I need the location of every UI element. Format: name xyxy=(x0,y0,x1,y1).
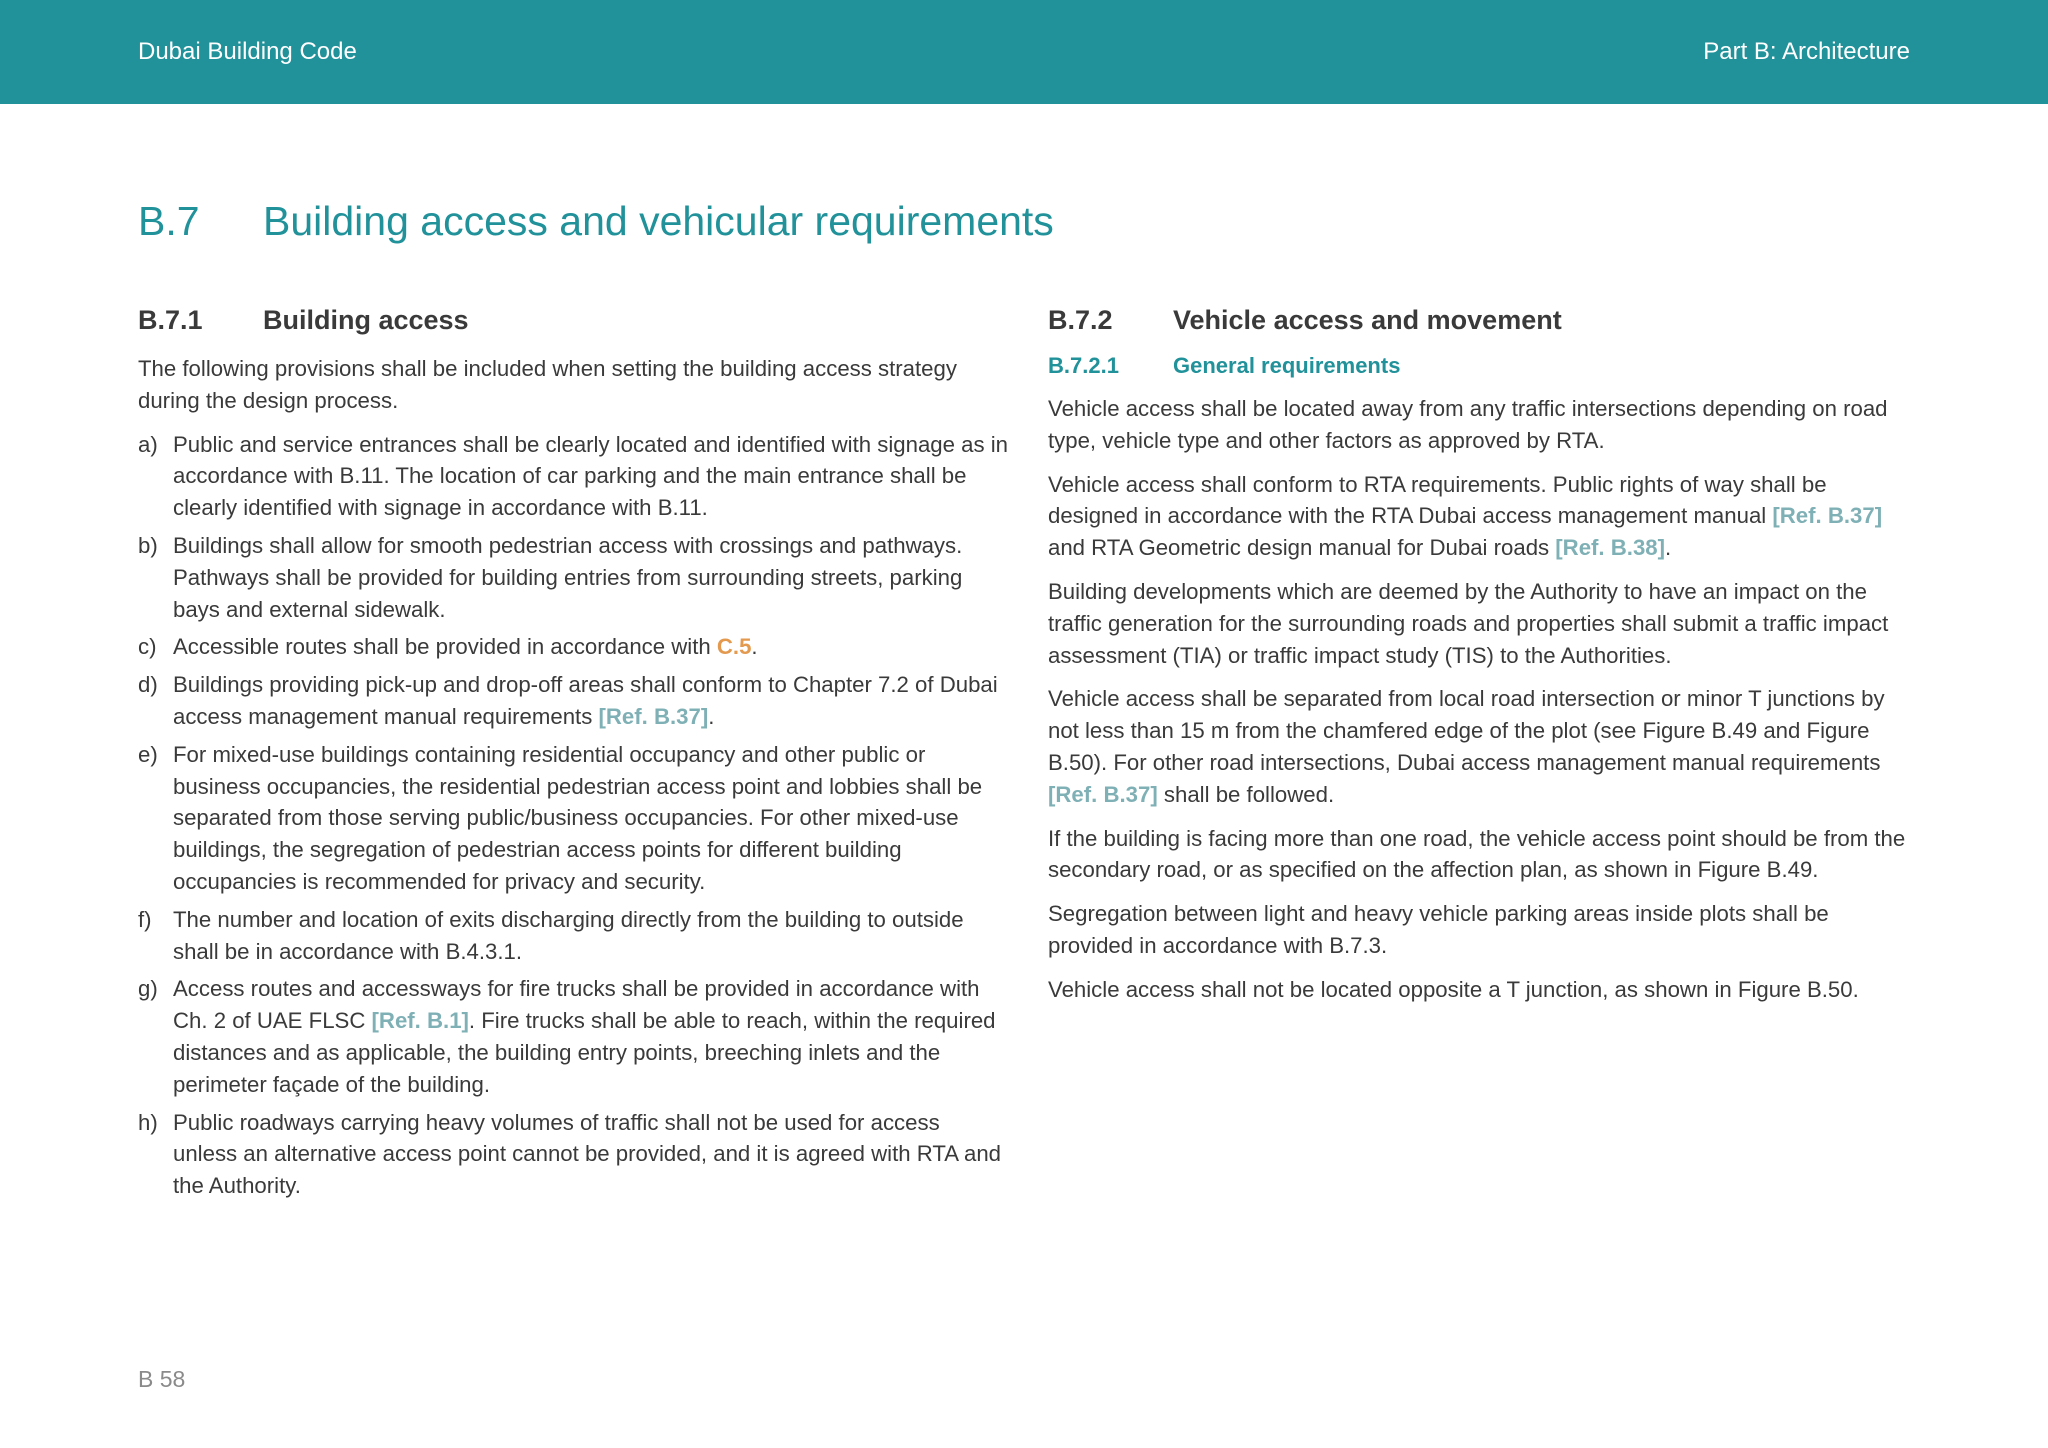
list-text: . xyxy=(708,703,715,729)
list-marker: b) xyxy=(138,532,158,558)
subsection-title: Building access xyxy=(263,305,469,335)
subsection-number: B.7.2 xyxy=(1048,305,1113,335)
paragraph: Vehicle access shall be located away from any traffic intersections depending on road type, vehicle type and other factors as approved by RTA. xyxy=(1048,396,1888,453)
page-header xyxy=(0,0,2048,104)
document-title: Dubai Building Code xyxy=(138,38,357,65)
list-marker: c) xyxy=(138,634,157,660)
paragraph-text: . xyxy=(1665,535,1672,561)
list-text: Access routes and accessways for fire trucks shall be provided in accordance with Ch. 2 of UAE FLSC xyxy=(173,976,980,1034)
paragraph-text: Vehicle access shall be separated from local road intersection or minor T junctions by not less than 15 m from the chamfered edge of the plot (see Figure B.49 and Figure B.50). For other road intersections, Dubai access management manual requirements xyxy=(1048,686,1885,775)
list-item xyxy=(138,1107,1008,1202)
list-text: Buildings providing pick-up and drop-off areas shall conform to Chapter 7.2 of Dubai access management manual requirements xyxy=(173,672,998,729)
list-item xyxy=(138,739,1008,898)
list-item xyxy=(138,904,1008,968)
section-title: Building access and vehicular requirements xyxy=(263,198,1054,244)
clause-title: General requirements xyxy=(1173,353,1401,378)
paragraph: Building developments which are deemed by the Authority to have an impact on the traffic generation for the surrounding roads and properties shall submit a traffic impact assessment (TIA) or traffic impact study (TIS) to the Authorities. xyxy=(1048,578,1889,668)
list-item xyxy=(138,429,1008,524)
subsection-heading xyxy=(1048,305,1918,341)
right-column xyxy=(1048,305,1918,1018)
section-number: B.7 xyxy=(138,198,200,244)
intro-paragraph: The following provisions shall be included when setting the building access strategy during the design process. xyxy=(138,356,957,413)
paragraph: Segregation between light and heavy vehicle parking areas inside plots shall be provided in accordance with B.7.3. xyxy=(1048,901,1829,958)
reference-link[interactable]: [Ref. B.38] xyxy=(1555,535,1666,561)
paragraph: Vehicle access shall not be located opposite a T junction, as shown in Figure B.50. xyxy=(1048,976,1859,1002)
list-marker: e) xyxy=(138,741,158,767)
provisions-list xyxy=(138,429,1008,1202)
paragraph-text: shall be followed. xyxy=(1157,781,1335,807)
list-text: Public and service entrances shall be clearly located and identified with signage as in accordance with B.11. The location of car parking and the main entrance shall be clearly identified with signage in accordance with B.11. xyxy=(173,431,1008,521)
section-heading xyxy=(138,198,1054,245)
list-text: For mixed-use buildings containing residential occupancy and other public or business occupancies, the residential pedestrian access point and lobbies shall be separated from those serving public/business occupancies. For other mixed-use buildings, the segregation of pedestrian access points for different building occupancies is recommended for privacy and security. xyxy=(173,741,983,894)
list-marker: d) xyxy=(138,672,158,698)
list-item xyxy=(138,669,1008,733)
subsection-title: Vehicle access and movement xyxy=(1173,305,1562,335)
subsection-heading xyxy=(138,305,1008,341)
paragraph-text: and RTA Geometric design manual for Dubai roads xyxy=(1048,535,1556,561)
clause-number: B.7.2.1 xyxy=(1048,353,1119,378)
list-item xyxy=(138,973,1008,1100)
list-marker: g) xyxy=(138,976,158,1002)
paragraph xyxy=(1048,683,1918,810)
page-number: B 58 xyxy=(138,1366,186,1392)
reference-link[interactable]: [Ref. B.37] xyxy=(1048,781,1158,807)
paragraph: If the building is facing more than one road, the vehicle access point should be from the secondary road, or as specified on the affection plan, as shown in Figure B.49. xyxy=(1048,825,1906,883)
list-marker: h) xyxy=(138,1109,158,1135)
list-marker: f) xyxy=(138,906,152,932)
paragraph xyxy=(1048,469,1918,564)
left-column xyxy=(138,305,1008,1208)
cross-reference-link[interactable]: C.5 xyxy=(716,634,752,660)
clause-heading xyxy=(1048,353,1918,387)
list-marker: a) xyxy=(138,431,158,457)
list-text: Buildings shall allow for smooth pedestrian access with crossings and pathways. Pathways shall be provided for building entries from surrounding streets, parking bays and external sidewalk. xyxy=(173,532,963,622)
subsection-number: B.7.1 xyxy=(138,305,203,335)
reference-link[interactable]: [Ref. B.37] xyxy=(598,703,709,729)
paragraph-text: Vehicle access shall conform to RTA requirements. Public rights of way shall be designed in accordance with the RTA Dubai access management manual xyxy=(1048,471,1827,529)
list-text: Public roadways carrying heavy volumes of traffic shall not be used for access unless an alternative access point cannot be provided, and it is agreed with RTA and the Authority. xyxy=(173,1109,1002,1199)
list-item xyxy=(138,530,1008,625)
list-text: . xyxy=(751,634,758,660)
list-item xyxy=(138,631,1008,663)
list-text: Accessible routes shall be provided in accordance with xyxy=(173,634,717,660)
list-text: The number and location of exits discharging directly from the building to outside shall be in accordance with B.4.3.1. xyxy=(173,906,964,964)
reference-link[interactable]: [Ref. B.1] xyxy=(371,1008,469,1034)
part-title: Part B: Architecture xyxy=(1703,38,1910,65)
list-text: . Fire trucks shall be able to reach, within the required distances and as applicable, the building entry points, breeching inlets and the perimeter façade of the building. xyxy=(173,1008,996,1097)
reference-link[interactable]: [Ref. B.37] xyxy=(1772,503,1883,529)
